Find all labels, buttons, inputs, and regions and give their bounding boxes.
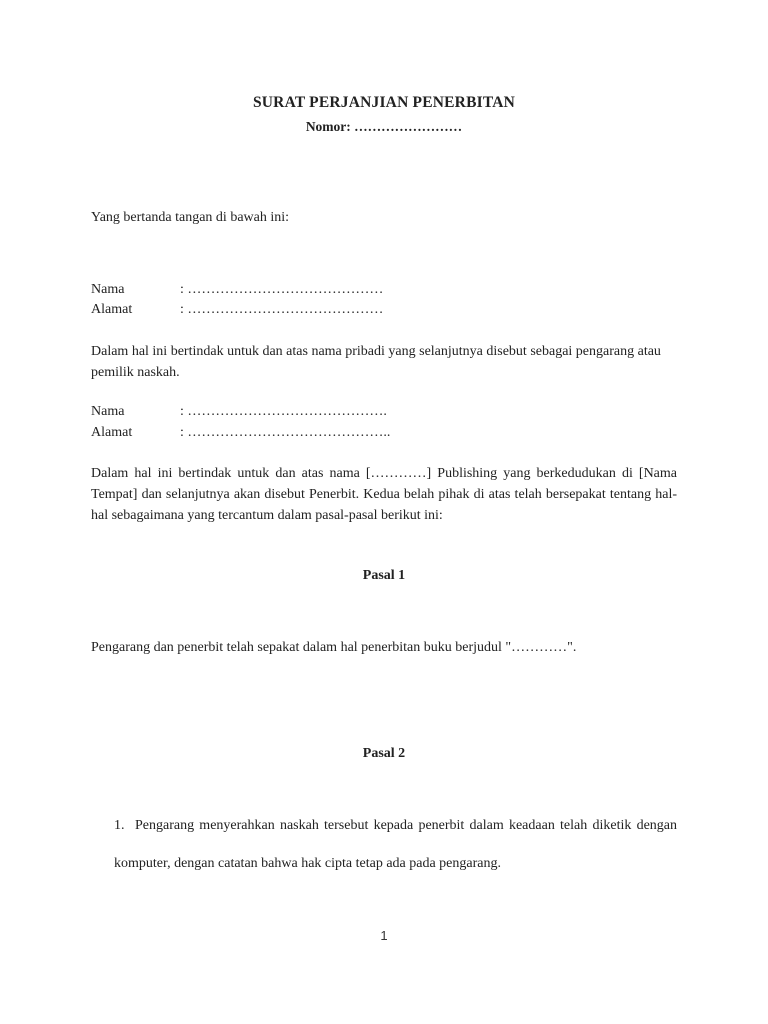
- intro-text: Yang bertanda tangan di bawah ini:: [91, 210, 290, 225]
- document-title: SURAT PERJANJIAN PENERBITAN: [252, 94, 516, 111]
- party2-description: Dalam hal ini bertindak untuk dan atas nama […………] Publishing yang berkedudukan di [Nama Tempat] dan selanjutnya akan disebut Penerbit. Kedua belah pihak di atas telah bersepakat tentang hal-hal sebagaimana yang tercantum dalam pasal-pasal berikut ini:: [91, 466, 677, 523]
- pasal1-text: Pengarang dan penerbit telah sepakat dalam hal penerbitan buku berjudul "…………".: [91, 640, 577, 655]
- party2-address-value: : ……………………………………..: [180, 425, 391, 440]
- party1-name-value: : ……………………………………: [180, 282, 384, 297]
- party2-name-value: : …………………………………….: [180, 404, 387, 419]
- pasal2-item: [114, 807, 677, 883]
- pasal2-heading: Pasal 2: [362, 746, 406, 761]
- party1-description: Dalam hal ini bertindak untuk dan atas nama pribadi yang selanjutnya disebut sebagai pengarang atau pemilik naskah.: [91, 344, 661, 380]
- pasal2-item-text: Pengarang menyerahkan naskah tersebut kepada penerbit dalam keadaan telah diketik dengan komputer, dengan catatan bahwa hak cipta tetap ada pada pengarang.: [114, 818, 677, 871]
- pasal1-heading: Pasal 1: [362, 568, 406, 583]
- document-number: Nomor: ……………………: [305, 119, 463, 134]
- page-number: 1: [380, 928, 388, 943]
- party1-name-label: Nama: [91, 282, 125, 297]
- party2-address-label: Alamat: [91, 425, 133, 440]
- party1-address-label: Alamat: [91, 302, 133, 317]
- party1-address-value: : ……………………………………: [180, 302, 384, 317]
- pasal2-item-number: 1.: [114, 818, 125, 833]
- party2-name-label: Nama: [91, 404, 125, 419]
